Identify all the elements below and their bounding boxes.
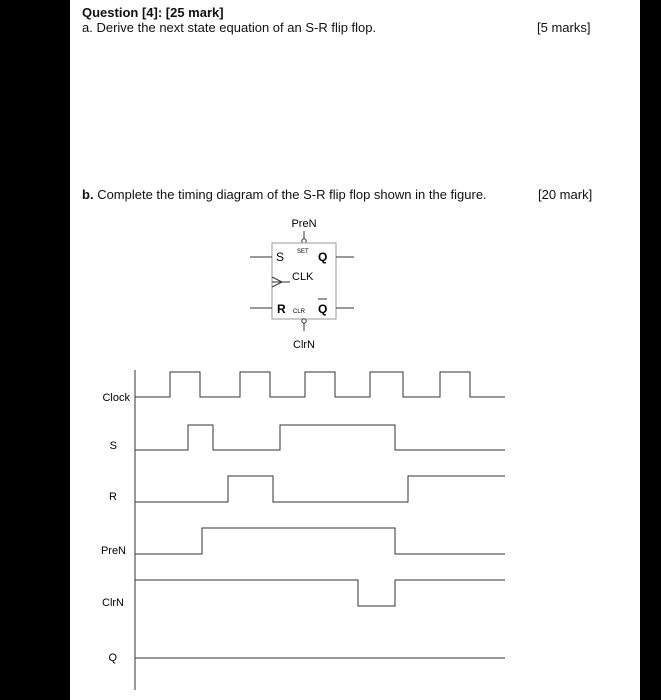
signal-label-s: S bbox=[109, 440, 117, 452]
clk-label: CLK bbox=[292, 271, 314, 283]
signal-label-clrn: ClrN bbox=[102, 597, 124, 609]
clr-tag: CLR bbox=[293, 309, 306, 315]
set-tag: SET bbox=[297, 249, 309, 255]
signal-label-q: Q bbox=[108, 652, 117, 664]
clrn-bubble bbox=[302, 319, 306, 323]
s-pin-label: S bbox=[276, 250, 285, 264]
sr-flip-flop-diagram bbox=[210, 210, 360, 360]
part-b-question: Complete the timing diagram of the S-R flip flop shown in the figure. bbox=[97, 187, 487, 202]
part-b-label: b. bbox=[82, 187, 94, 202]
part-a-question: Derive the next state equation of an S-R flip flop. bbox=[96, 20, 377, 35]
part-b-marks: [20 mark] bbox=[538, 187, 593, 202]
signal-label-pren: PreN bbox=[100, 545, 126, 557]
signal-label-r: R bbox=[109, 491, 117, 503]
timing-diagram bbox=[70, 360, 640, 700]
pren-label: PreN bbox=[291, 218, 317, 230]
r-pin-label: R bbox=[277, 302, 286, 316]
part-a-label: a. bbox=[82, 20, 93, 35]
question-title: Question [4]: [25 mark] bbox=[82, 5, 224, 20]
qbar-pin-label: Q bbox=[318, 302, 328, 316]
waveform-pren bbox=[135, 528, 505, 554]
waveform-clrn bbox=[135, 580, 505, 606]
part-b-text bbox=[82, 187, 487, 202]
waveform-r bbox=[135, 476, 505, 502]
waveform-s bbox=[135, 425, 505, 450]
clrn-label: ClrN bbox=[293, 339, 315, 351]
waveform-clock bbox=[135, 372, 505, 397]
part-a-text bbox=[82, 20, 376, 35]
q-pin-label: Q bbox=[318, 250, 328, 264]
part-a-marks: [5 marks] bbox=[537, 20, 591, 35]
signal-label-clock: Clock bbox=[102, 392, 130, 404]
question-sheet bbox=[70, 0, 640, 700]
